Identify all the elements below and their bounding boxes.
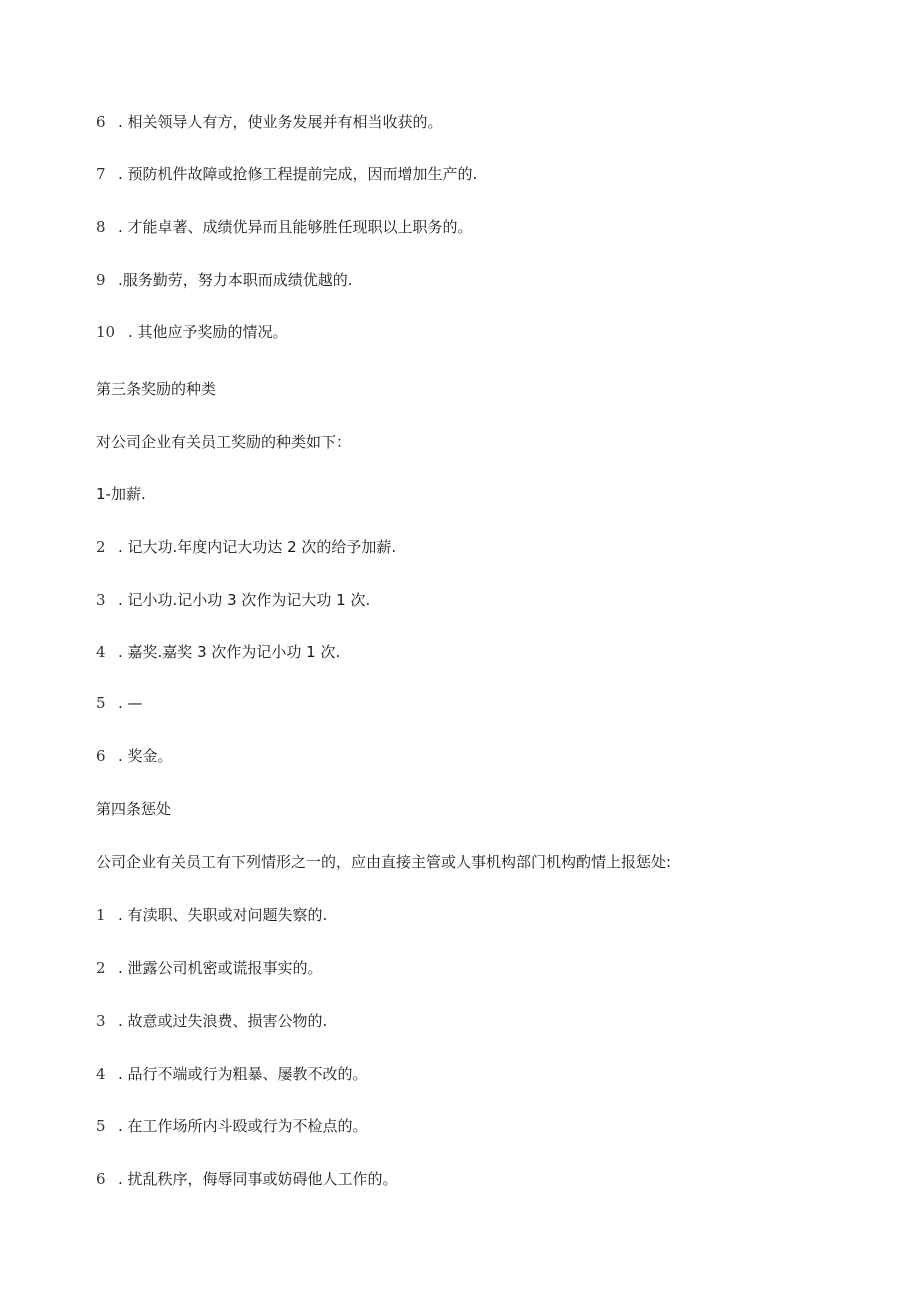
item-text: . 记大功.年度内记大功达 2 次的给予加薪. [118, 538, 397, 556]
item-text: . 奖金。 [118, 747, 173, 765]
item-number: 4 [96, 1065, 106, 1083]
list-item [96, 162, 477, 186]
item-number: 2 [96, 538, 106, 556]
item-text: . 泄露公司机密或谎报事实的。 [118, 959, 323, 977]
item-number: 2 [96, 959, 106, 977]
list-item [96, 268, 353, 292]
list-item [96, 903, 327, 927]
list-item [96, 215, 473, 239]
section-heading: 第四条惩处 [96, 800, 172, 818]
item-text: . 故意或过失浪费、损害公物的. [118, 1012, 328, 1030]
item-number: 5 [96, 694, 106, 712]
item-text: . 扰乱秩序，侮辱同事或妨碍他人工作的。 [118, 1170, 398, 1188]
item-number: 10 [96, 323, 116, 341]
item-text: .服务勤劳，努力本职而成绩优越的. [118, 271, 353, 289]
item-text: . — [118, 694, 143, 712]
item-text: . 记小功.记小功 3 次作为记大功 1 次. [118, 591, 371, 609]
section-intro: 对公司企业有关员工奖励的种类如下： [96, 433, 352, 451]
item-number: 7 [96, 165, 106, 183]
item-number: 5 [96, 1117, 106, 1135]
item-number: 4 [96, 643, 106, 661]
item-number: 6 [96, 1170, 106, 1188]
item-number: 3 [96, 591, 106, 609]
list-item [96, 588, 370, 612]
item-text: . 嘉奖.嘉奖 3 次作为记小功 1 次. [118, 643, 341, 661]
item-text: . 预防机件故障或抢修工程提前完成，因而增加生产的. [118, 165, 478, 183]
section-heading: 第三条奖励的种类 [96, 380, 217, 398]
list-item [96, 691, 143, 715]
item-number: 6 [96, 747, 106, 765]
list-item [96, 956, 323, 980]
list-item: 1-加薪. [96, 485, 146, 503]
section-intro: 公司企业有关员工有下列情形之一的，应由直接主管或人事机构部门机构酌情上报惩处: [96, 853, 672, 871]
item-number: 1 [96, 906, 106, 924]
item-number: 3 [96, 1012, 106, 1030]
list-item [96, 1062, 368, 1086]
list-item [96, 744, 173, 768]
item-text: . 相关领导人有方，使业务发展并有相当收获的。 [118, 113, 443, 131]
item-text: . 品行不端或行为粗暴、屡教不改的。 [118, 1065, 368, 1083]
list-item [96, 535, 396, 559]
item-number: 8 [96, 218, 106, 236]
item-text: . 在工作场所内斗殴或行为不检点的。 [118, 1117, 368, 1135]
item-text: . 才能卓著、成绩优异而且能够胜任现职以上职务的。 [118, 218, 473, 236]
list-item [96, 320, 288, 344]
item-number: 6 [96, 113, 106, 131]
list-item [96, 1167, 398, 1191]
list-item [96, 1009, 327, 1033]
list-item [96, 640, 340, 664]
item-text: . 有渎职、失职或对问题失察的. [118, 906, 328, 924]
item-text: . 其他应予奖励的情况。 [128, 323, 288, 341]
item-number: 9 [96, 271, 106, 289]
list-item [96, 1114, 368, 1138]
list-item [96, 110, 443, 134]
